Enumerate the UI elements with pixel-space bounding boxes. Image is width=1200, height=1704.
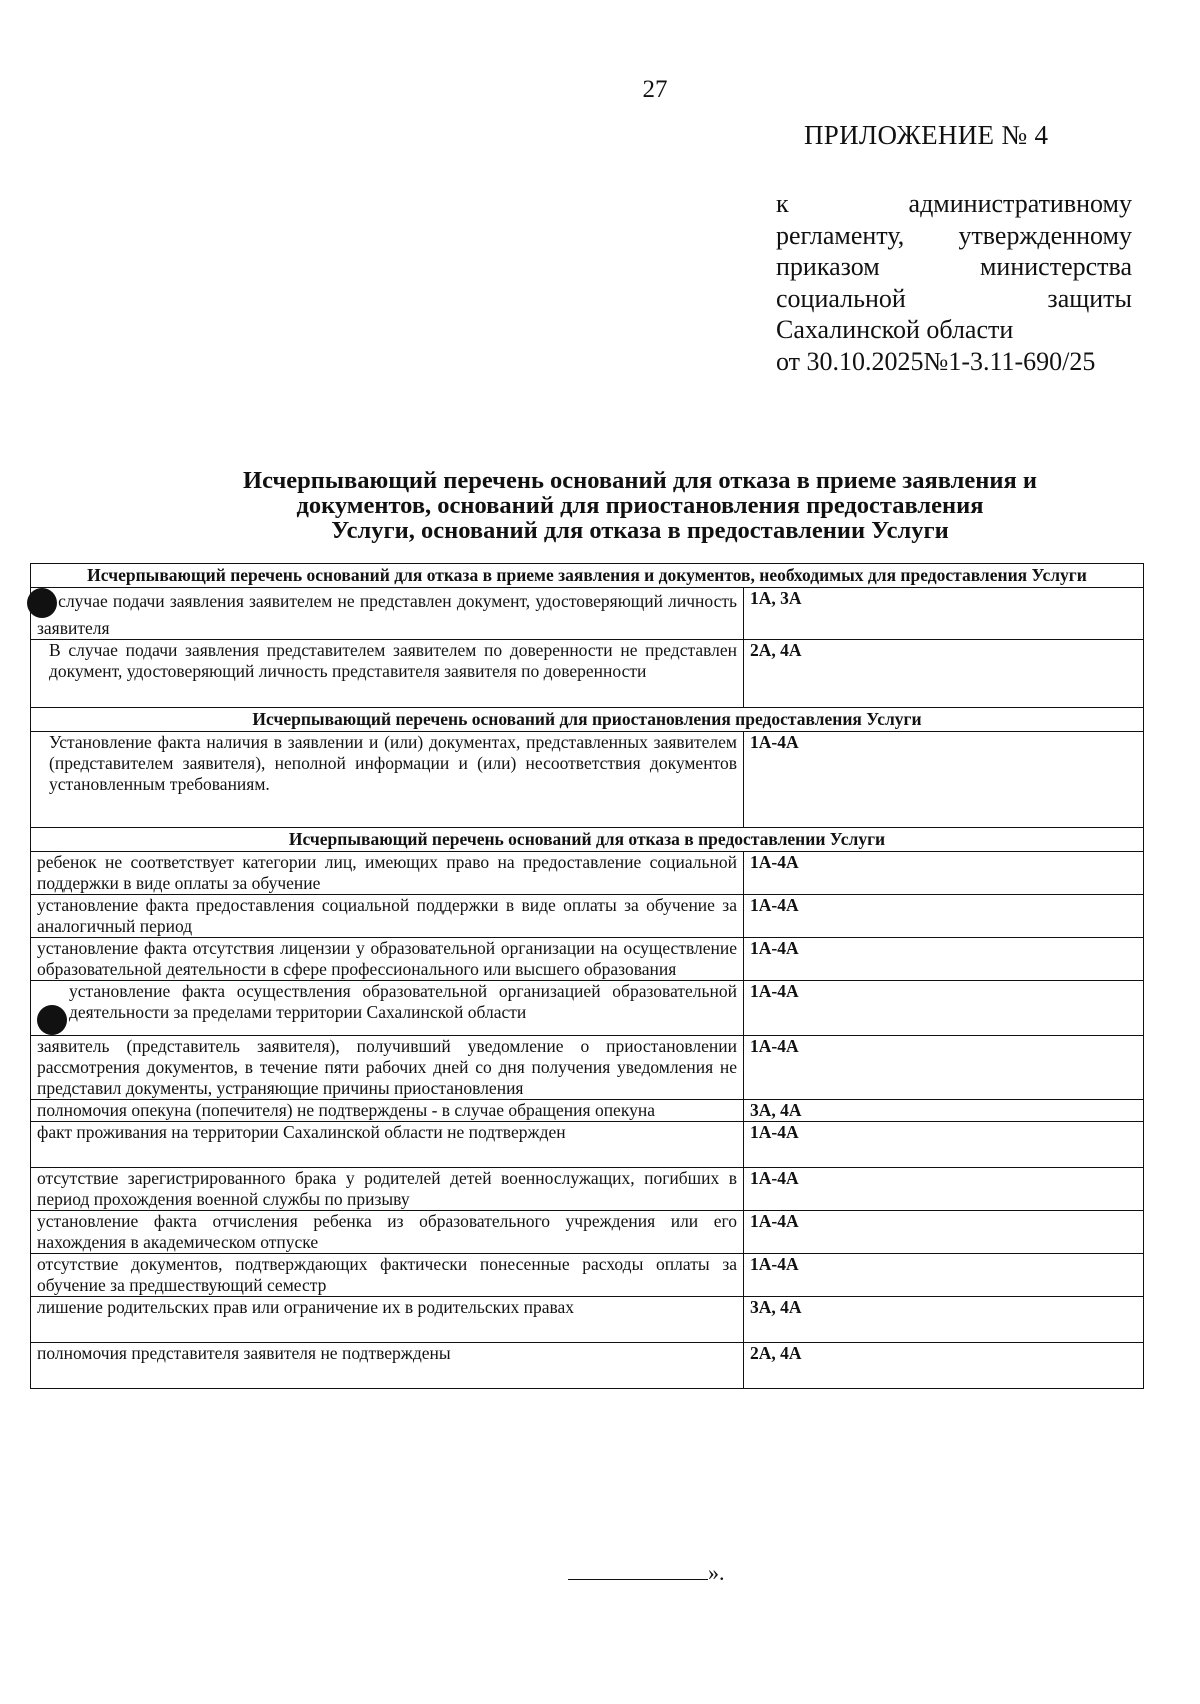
section-heading: Исчерпывающий перечень оснований для отказа в предоставлении Услуги: [31, 828, 1144, 852]
table-row: [31, 1297, 1144, 1343]
reason-cell: Установление факта наличия в заявлении и (или) документах, представленных заявителем (представителем заявителя), неполной информации и (или) несоответствия документов установленным требованиям.: [31, 732, 744, 828]
applicant-codes-cell: 3А, 4А: [744, 1100, 1144, 1122]
reason-cell: установление факта предоставления социальной поддержки в виде оплаты за обучение за аналогичный период: [31, 895, 744, 938]
redaction-mark: [37, 1005, 67, 1035]
appendix-ref-line: приказом министерства: [776, 252, 1132, 281]
closing-mark: [568, 1560, 725, 1586]
reason-cell: ребенок не соответствует категории лиц, имеющих право на предоставление социальной поддержки в виде оплаты за обучение: [31, 852, 744, 895]
table-row: [31, 1100, 1144, 1122]
applicant-codes-cell: 1А-4А: [744, 938, 1144, 981]
reason-text: установление факта осуществления образовательной организацией образовательной деятельности за пределами территории Сахалинской области: [69, 981, 737, 1022]
table-row: [31, 588, 1144, 640]
table-row: [31, 1254, 1144, 1297]
document-title-line: Услуги, оснований для отказа в предоставлении Услуги: [331, 517, 949, 544]
table-row: [31, 1122, 1144, 1168]
applicant-codes-cell: 1А-4А: [744, 852, 1144, 895]
section-heading-row: [31, 828, 1144, 852]
document-title-line: Исчерпывающий перечень оснований для отказа в приеме заявления и: [243, 467, 1037, 494]
section-heading: Исчерпывающий перечень оснований для приостановления предоставления Услуги: [31, 708, 1144, 732]
reason-cell: заявитель (представитель заявителя), получивший уведомление о приостановлении рассмотрения документов, в течение пяти рабочих дней со дня получения уведомления не представил документы, устраняющие причины приостановления: [31, 1036, 744, 1100]
grounds-table: [30, 563, 1144, 1389]
appendix-title: ПРИЛОЖЕНИЕ № 4: [804, 120, 1049, 150]
applicant-codes-cell: 1А, 3А: [744, 588, 1144, 640]
applicant-codes-cell: 1А-4А: [744, 895, 1144, 938]
appendix-ref-line: Сахалинской области: [776, 315, 1014, 344]
reason-cell: полномочия опекуна (попечителя) не подтверждены - в случае обращения опекуна: [31, 1100, 744, 1122]
applicant-codes-cell: 3А, 4А: [744, 1297, 1144, 1343]
applicant-codes-cell: 1А-4А: [744, 981, 1144, 1036]
table-row: [31, 1036, 1144, 1100]
applicant-codes-cell: 2А, 4А: [744, 640, 1144, 708]
redaction-mark: [27, 588, 57, 618]
table-row: [31, 732, 1144, 828]
table-row: [31, 1343, 1144, 1389]
closing-quote: ».: [708, 1560, 725, 1585]
underline-blank: [568, 1579, 708, 1580]
applicant-codes-cell: 1А-4А: [744, 1168, 1144, 1211]
appendix-reference: [776, 188, 1132, 377]
table-row: [31, 1168, 1144, 1211]
applicant-codes-cell: 2А, 4А: [744, 1343, 1144, 1389]
document-title: [140, 468, 1140, 543]
table-row: [31, 1211, 1144, 1254]
section-heading-row: [31, 564, 1144, 588]
appendix-ref-line: социальной защиты: [776, 283, 1132, 313]
page-number: 27: [642, 76, 668, 103]
applicant-codes-cell: 1А-4А: [744, 1036, 1144, 1100]
appendix-ref-line: к административному: [776, 189, 1132, 218]
reason-cell: установление факта отчисления ребенка из образовательного учреждения или его нахождения в академическом отпуске: [31, 1211, 744, 1254]
reason-cell: В случае подачи заявления представителем заявителем по доверенности не представлен документ, удостоверяющий личность представителя заявителя по доверенности: [31, 640, 744, 708]
applicant-codes-cell: 1А-4А: [744, 1254, 1144, 1297]
section-heading: Исчерпывающий перечень оснований для отказа в приеме заявления и документов, необходимых для предоставления Услуги: [31, 564, 1144, 588]
applicant-codes-cell: 1А-4А: [744, 1122, 1144, 1168]
applicant-codes-cell: 1А-4А: [744, 1211, 1144, 1254]
reason-cell: факт проживания на территории Сахалинской области не подтвержден: [31, 1122, 744, 1168]
reason-text: случае подачи заявления заявителем не представлен документ, удостоверяющий личность заявителя: [37, 591, 738, 638]
section-heading-row: [31, 708, 1144, 732]
document-title-line: документов, оснований для приостановления предоставления: [296, 492, 984, 519]
table-row: [31, 938, 1144, 981]
table-row: [31, 640, 1144, 708]
table-row: [31, 895, 1144, 938]
reason-cell: отсутствие документов, подтверждающих фактически понесенные расходы оплаты за обучение за предшествующий семестр: [31, 1254, 744, 1297]
reason-cell: отсутствие зарегистрированного брака у родителей детей военнослужащих, погибших в период прохождения военной службы по призыву: [31, 1168, 744, 1211]
applicant-codes-cell: 1А-4А: [744, 732, 1144, 828]
reason-cell: [31, 981, 744, 1036]
reason-cell: лишение родительских прав или ограничение их в родительских правах: [31, 1297, 744, 1343]
reason-cell: полномочия представителя заявителя не подтверждены: [31, 1343, 744, 1389]
appendix-ref-line: регламенту, утвержденному: [776, 220, 1132, 250]
table-row: [31, 981, 1144, 1036]
table-row: [31, 852, 1144, 895]
reason-cell: установление факта отсутствия лицензии у образовательной организации на осуществление образовательной деятельности в сфере профессионального или высшего образования: [31, 938, 744, 981]
reason-cell: [31, 588, 744, 640]
appendix-ref-line: от 30.10.2025№1-3.11-690/25: [776, 346, 1096, 376]
